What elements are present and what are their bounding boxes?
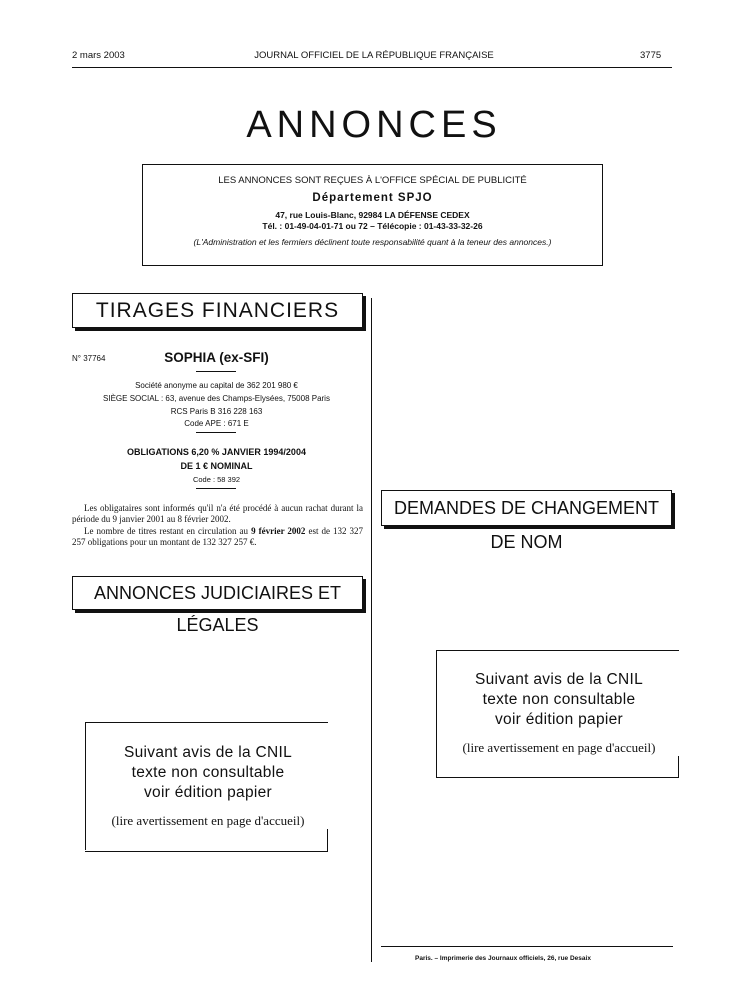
notice-box (142, 164, 603, 266)
company-capital: Société anonyme au capital de 362 201 980 € (135, 381, 298, 390)
footer-rule (381, 946, 673, 947)
company-rcs: RCS Paris B 316 228 163 (170, 407, 263, 416)
header-page-number: 3775 (640, 50, 662, 61)
company-ape: Code APE : 671 E (184, 419, 249, 428)
cnil-right-side-rule (436, 650, 437, 777)
notice-department: Département SPJO (312, 192, 433, 204)
cnil-left-top-rule (85, 722, 328, 723)
cnil-left-side-rule (85, 722, 86, 850)
paragraph-circulation-a: Le nombre de titres restant en circulation au (84, 526, 252, 536)
cnil-right-top-rule (436, 650, 679, 651)
notice-address: 47, rue Louis-Blanc, 92984 LA DÉFENSE CEDEX (275, 210, 470, 220)
cnil-left-line2: texte non consultable (131, 764, 285, 781)
company-rule-3 (196, 488, 236, 489)
header-journal-title: JOURNAL OFFICIEL DE LA RÉPUBLIQUE FRANÇAISE (254, 50, 494, 61)
announcement-number: N° 37764 (72, 354, 106, 363)
paragraph-circulation (72, 526, 363, 548)
company-rule (196, 371, 236, 372)
obligations-nominal: DE 1 € NOMINAL (180, 461, 253, 471)
company-rule-2 (196, 432, 236, 433)
cnil-left-line3: voir édition papier (143, 784, 273, 801)
notice-disclaimer: (L'Administration et les fermiers déclinent toute responsabilité quant à la teneur des annonces.) (193, 237, 552, 247)
cnil-left-line1: Suivant avis de la CNIL (123, 744, 292, 761)
company-name: SOPHIA (ex-SFI) (164, 350, 269, 365)
cnil-right-note: (lire avertissement en page d'accueil) (462, 740, 656, 755)
cnil-notice-right (438, 670, 680, 756)
section-tirages-financiers: TIRAGES FINANCIERS (72, 293, 363, 328)
column-divider (371, 298, 372, 962)
company-siege: SIÈGE SOCIAL : 63, avenue des Champs-Elysées, 75008 Paris (103, 394, 330, 403)
footer-imprint: Paris. – Imprimerie des Journaux officiels, 26, rue Desaix (415, 955, 591, 962)
cnil-right-bottom-rule (436, 777, 679, 778)
page-title: ANNONCES (246, 104, 502, 146)
cnil-left-note: (lire avertissement en page d'accueil) (111, 813, 305, 828)
section-changement-de-nom: DEMANDES DE CHANGEMENT DE NOM (381, 490, 672, 526)
cnil-notice-left (88, 743, 328, 829)
cnil-left-bottom-rule (85, 851, 328, 852)
header-date: 2 mars 2003 (72, 50, 125, 61)
header-rule (72, 67, 672, 68)
paragraph-circulation-c: est de 132 327 257 obligations pour un montant de 132 327 257 €. (72, 526, 363, 547)
obligations-title: OBLIGATIONS 6,20 % JANVIER 1994/2004 (127, 447, 306, 457)
notice-phone: Tél. : 01-49-04-01-71 ou 72 – Télécopie : 01-43-33-32-26 (262, 221, 483, 231)
notice-line1: LES ANNONCES SONT REÇUES À L'OFFICE SPÉCIAL DE PUBLICITÉ (218, 175, 527, 186)
paragraph-rachat: Les obligataires sont informés qu'il n'a été procédé à aucun rachat durant la période du 9 janvier 2001 au 8 février 2002. (72, 503, 363, 524)
paragraph-circulation-date: 9 février 2002 (251, 526, 306, 536)
obligations-code: Code : 58 392 (192, 475, 241, 484)
cnil-right-line3: voir édition papier (494, 711, 624, 728)
cnil-right-line1: Suivant avis de la CNIL (474, 671, 643, 688)
cnil-right-line2: texte non consultable (482, 691, 636, 708)
section-annonces-judiciaires: ANNONCES JUDICIAIRES ET LÉGALES (72, 576, 363, 610)
